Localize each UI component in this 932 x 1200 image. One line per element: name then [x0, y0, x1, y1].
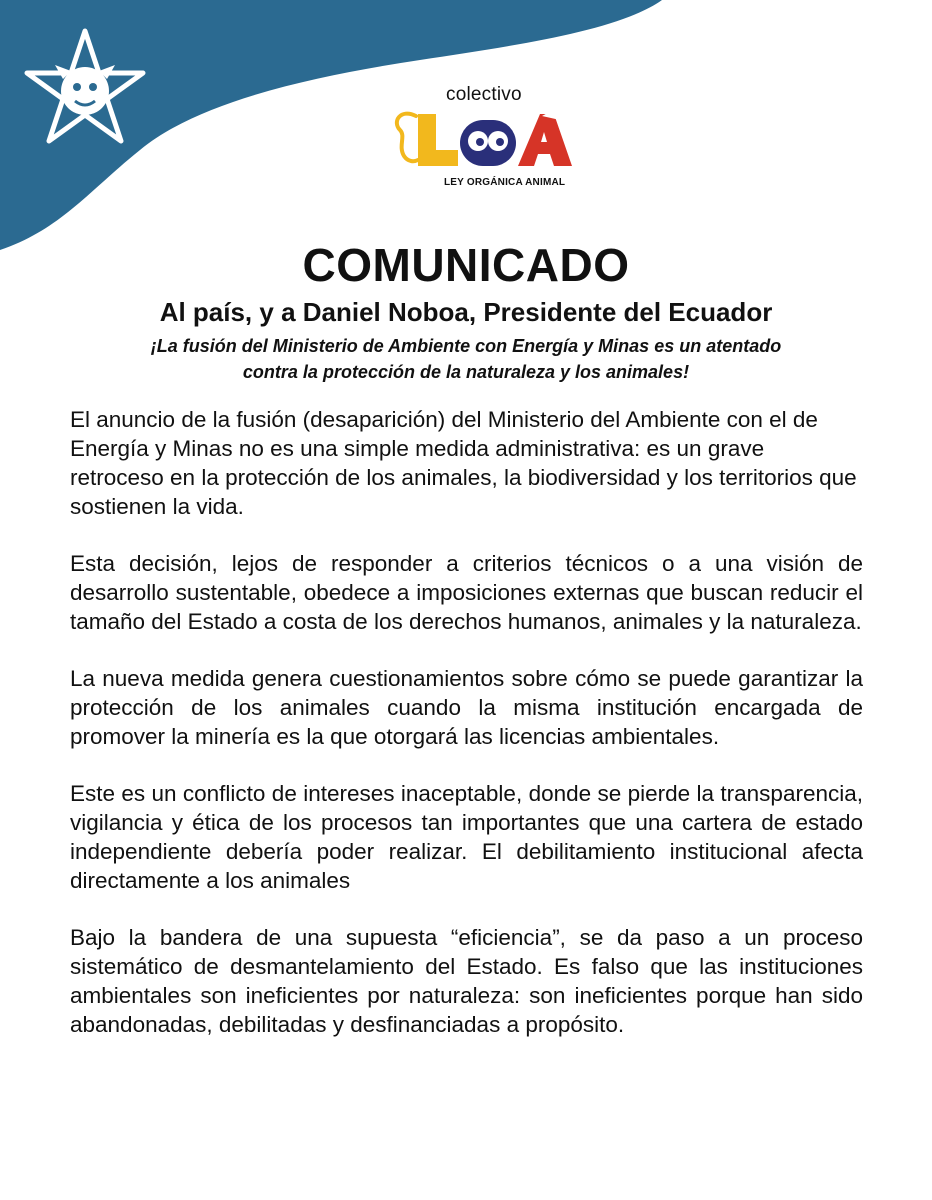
- paragraph-5: Bajo la bandera de una supuesta “eficiencia”, se da paso a un proceso sistemático de desmantelamiento del Estado. Es falso que las instituciones ambientales son ineficientes por naturaleza: son ineficientes porque han sido abandonadas, debilitadas y desfinanciadas a propósito.: [70, 925, 863, 1037]
- paragraph-1: El anuncio de la fusión (desaparición) del Ministerio del Ambiente con el de Energía y Minas no es una simple medida administrativa: es un grave retroceso en la protección de los animales, la biodiversidad y los territorios que sostienen la vida.: [70, 407, 857, 519]
- page-tagline: [140, 333, 792, 385]
- logo-colectivo-text: colectivo: [446, 84, 522, 105]
- tagline-line-1: ¡La fusión del Ministerio de Ambiente con Energía y Minas es un atentado: [150, 336, 782, 356]
- tagline-line-2: contra la protección de la naturaleza y los animales!: [242, 362, 690, 382]
- paragraph-2: Esta decisión, lejos de responder a criterios técnicos o a una visión de desarrollo sustentable, obedece a imposiciones externas que buscan reducir el tamaño del Estado a costa de los derechos humanos, animales y la naturaleza.: [70, 551, 863, 634]
- logo-loa-wordmark: [388, 106, 574, 172]
- paragraph-4: Este es un conflicto de intereses inaceptable, donde se pierde la transparencia, vigilancia y ética de los procesos tan importantes que una cartera de estado independiente debería poder realizar. El debilitamiento institucional afecta directamente a los animales: [70, 781, 863, 893]
- page-subtitle: Al país, y a Daniel Noboa, Presidente del Ecuador: [159, 297, 773, 327]
- colectivo-loa-logo: [388, 84, 574, 194]
- communique-body: [70, 405, 863, 1067]
- paragraph-3: La nueva medida genera cuestionamientos sobre cómo se puede garantizar la protección de los animales cuando la misma institución encargada de promover la minería es la que otorgará las licencias ambientales.: [70, 666, 863, 749]
- page-title: COMUNICADO: [302, 239, 630, 291]
- logo-tagline-text: LEY ORGÁNICA ANIMAL: [444, 177, 566, 188]
